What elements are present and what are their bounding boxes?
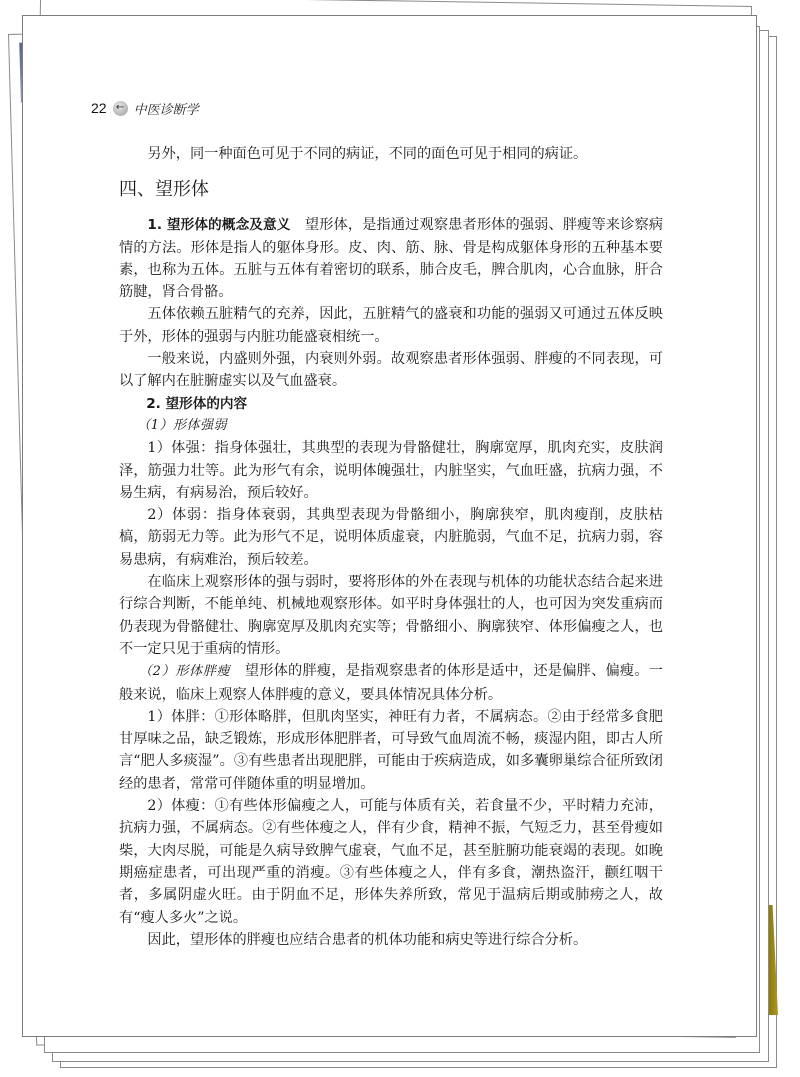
paragraph-text: 望形体，是指通过观察患者形体的强弱、胖瘦等来诊察病情的方法。形体是指人的躯体身形。皮、肉、筋、脉、骨是构成躯体身形的五种基本要素，也称为五体。五脏与五体有着密切的联系，肺合皮毛，脾合肌肉，心合血脉，肝合筋腱，肾合骨骼。 xyxy=(119,217,663,301)
paragraph-thin-body: 2）体瘦：①有些体形偏瘦之人，可能与体质有关，若食量不少，平时精力充沛，抗病力强，不属病态。②有些体瘦之人，伴有少食，精神不振，气短乏力，甚至骨瘦如柴，大肉尽脱，可能是久病导致脾气虚衰，气血不足，甚至脏腑功能衰竭的表现。如晚期癌症患者，可出现严重的消瘦。③有些体瘦之人，伴有多食，潮热盗汗，颧红咽干者，多属阴虚火旺。由于阴血不足，形体失养所致，常见于温病后期或肺痨之人，故有“瘦人多火”之说。 xyxy=(119,798,663,926)
paragraph: 一般来说，内盛则外强，内衰则外弱。故观察患者形体强弱、胖瘦的不同表现，可以了解内在脏腑虚实以及气血盛衰。 xyxy=(119,351,663,390)
paragraph: 五体依赖五脏精气的充养，因此，五脏精气的盛衰和功能的强弱又可通过五体反映于外，形体的强弱与内脏功能盛衰相统一。 xyxy=(119,306,663,345)
paragraph-weak-body: 2）体弱：指身体衰弱，其典型表现为骨骼细小，胸廓狭窄，肌肉瘦削，皮肤枯槁，筋弱无力等。此为形气不足，说明体质虚衰，内脏脆弱，气血不足，抗病力弱，容易患病，有病难治，预后较差。 xyxy=(119,507,663,568)
paragraph-fat-body: 1）体胖：①形体略胖，但肌肉坚实，神旺有力者，不属病态。②由于经常多食肥甘厚味之品，缺乏锻炼，形成形体肥胖者，可导致气血周流不畅，痰湿内阻，即古人所言“肥人多痰湿”。③有些患者出现肥胖，可能由于疾病造成，如多囊卵巢综合征所致闭经的患者，常常可伴随体重的明显增加。 xyxy=(119,708,663,792)
page-content xyxy=(119,143,663,951)
running-header xyxy=(91,98,199,118)
paragraph-concept xyxy=(119,214,663,303)
left-arrow-circle-icon: ← xyxy=(113,101,128,116)
section-title: 四、望形体 xyxy=(119,179,209,201)
subsection-title: 2. 望形体的内容 xyxy=(146,395,248,412)
part-title: （2）形体胖瘦 xyxy=(138,664,231,680)
paragraph-strong-body: 1）体强：指身体强壮，其典型的表现为骨骼健壮，胸廓宽厚，肌肉充实，皮肤润泽，筋强力壮等。此为形气有余，说明体魄强壮，内脏坚实，气血旺盛，抗病力强，不易生病，有病易治，预后较好。 xyxy=(119,440,663,501)
document-page xyxy=(22,15,757,1037)
subsection-title: 1. 望形体的概念及意义 xyxy=(147,217,291,234)
paragraph-text: 望形体的胖瘦，是指观察患者的体形是适中，还是偏胖、偏瘦。一般来说，临床上观察人体胖瘦的意义，要具体情况具体分析。 xyxy=(119,663,663,703)
book-title: 中医诊断学 xyxy=(133,102,199,118)
page-number: 22 xyxy=(91,100,107,116)
intro-paragraph: 另外，同一种面色可见于不同的病证，不同的面色可见于相同的病证。 xyxy=(147,146,588,162)
paragraph-conclusion: 因此，望形体的胖瘦也应结合患者的机体功能和病史等进行综合分析。 xyxy=(147,931,588,948)
part-title: （1）形体强弱 xyxy=(137,417,227,433)
paragraph-fat-thin-intro xyxy=(119,660,663,706)
paragraph-clinical-note: 在临床上观察形体的强与弱时，要将形体的外在表现与机体的功能状态结合起来进行综合判断，不能单纯、机械地观察形体。如平时身体强壮的人，也可因为突发重病而仍表现为骨骼健壮、胸廓宽厚及肌肉充实等；骨骼细小、胸廓狭窄、体形偏瘦之人，也不一定只见于重病的情形。 xyxy=(119,574,663,657)
